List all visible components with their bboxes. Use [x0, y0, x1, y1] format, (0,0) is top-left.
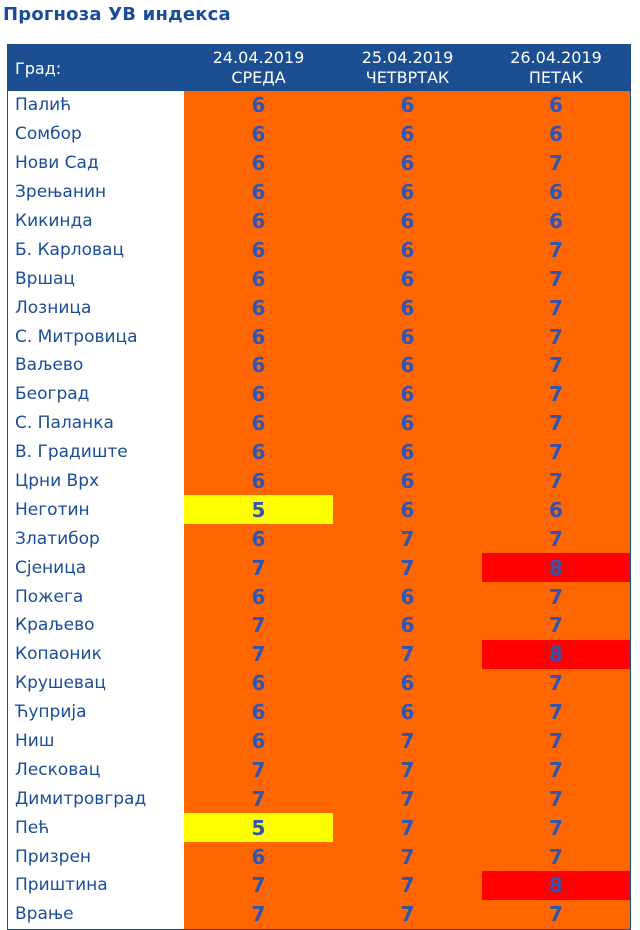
uv-value-cell: 5 — [184, 495, 333, 524]
uv-value-cell: 6 — [333, 438, 482, 467]
city-name: Б. Карловац — [8, 235, 184, 264]
uv-value-cell: 6 — [333, 467, 482, 496]
uv-value-cell: 6 — [333, 698, 482, 727]
uv-value-cell: 7 — [184, 553, 333, 582]
uv-value-cell: 6 — [184, 178, 333, 207]
city-name: С. Паланка — [8, 409, 184, 438]
uv-value-cell: 7 — [333, 553, 482, 582]
page-title: Прогноза УВ индекса — [3, 4, 231, 25]
city-name: Призрен — [8, 842, 184, 871]
table-row — [8, 784, 630, 813]
uv-value-cell: 7 — [333, 871, 482, 900]
table-row — [8, 755, 630, 784]
uv-value-cell: 6 — [184, 293, 333, 322]
city-name: Лозница — [8, 293, 184, 322]
table-row — [8, 495, 630, 524]
city-name: С. Митровица — [8, 322, 184, 351]
uv-value-cell: 6 — [184, 467, 333, 496]
table-row — [8, 698, 630, 727]
uv-value-cell: 7 — [333, 640, 482, 669]
city-name: Ваљево — [8, 351, 184, 380]
city-name: В. Градиште — [8, 438, 184, 467]
uv-value-cell: 6 — [333, 207, 482, 236]
uv-value-cell: 7 — [184, 900, 333, 929]
uv-value-cell: 6 — [184, 438, 333, 467]
day-weekday: ЧЕТВРТАК — [365, 68, 450, 87]
uv-value-cell: 6 — [482, 91, 630, 120]
uv-value-cell: 6 — [184, 120, 333, 149]
uv-value-cell: 6 — [184, 582, 333, 611]
uv-value-cell: 6 — [184, 264, 333, 293]
city-name: Пожега — [8, 582, 184, 611]
uv-value-cell: 7 — [482, 900, 630, 929]
city-name: Црни Врх — [8, 467, 184, 496]
uv-value-cell: 7 — [482, 784, 630, 813]
table-row — [8, 178, 630, 207]
day-column-header — [184, 45, 333, 91]
table-row — [8, 582, 630, 611]
uv-value-cell: 6 — [482, 120, 630, 149]
uv-value-cell: 6 — [184, 727, 333, 756]
uv-value-cell: 7 — [482, 698, 630, 727]
uv-value-cell: 7 — [333, 842, 482, 871]
uv-value-cell: 7 — [184, 640, 333, 669]
day-column-header — [333, 45, 482, 91]
table-row — [8, 900, 630, 929]
city-name: Сомбор — [8, 120, 184, 149]
uv-value-cell: 6 — [333, 380, 482, 409]
city-name: Ћуприја — [8, 698, 184, 727]
table-row — [8, 871, 630, 900]
table-row — [8, 293, 630, 322]
table-header — [8, 45, 630, 91]
uv-value-cell: 6 — [482, 207, 630, 236]
city-name: Неготин — [8, 495, 184, 524]
uv-value-cell: 5 — [184, 813, 333, 842]
uv-value-cell: 7 — [184, 871, 333, 900]
uv-value-cell: 6 — [184, 322, 333, 351]
table-row — [8, 409, 630, 438]
table-row — [8, 553, 630, 582]
table-row — [8, 207, 630, 236]
city-name: Нови Сад — [8, 149, 184, 178]
uv-value-cell: 7 — [482, 669, 630, 698]
city-column-header: Град: — [15, 58, 62, 78]
uv-value-cell: 6 — [333, 611, 482, 640]
uv-value-cell: 6 — [333, 322, 482, 351]
table-row — [8, 640, 630, 669]
uv-value-cell: 6 — [184, 149, 333, 178]
uv-value-cell: 7 — [482, 409, 630, 438]
uv-value-cell: 7 — [482, 467, 630, 496]
table-row — [8, 149, 630, 178]
day-weekday: ПЕТАК — [528, 68, 584, 87]
day-date: 24.04.2019 — [212, 48, 305, 67]
uv-value-cell: 6 — [184, 235, 333, 264]
city-name: Крушевац — [8, 669, 184, 698]
uv-value-cell: 6 — [184, 351, 333, 380]
city-name: Лесковац — [8, 755, 184, 784]
uv-value-cell: 7 — [482, 582, 630, 611]
day-date: 26.04.2019 — [510, 48, 602, 67]
uv-value-cell: 7 — [482, 235, 630, 264]
table-row — [8, 813, 630, 842]
city-name: Златибор — [8, 524, 184, 553]
uv-value-cell: 7 — [482, 264, 630, 293]
city-name: Сјеница — [8, 553, 184, 582]
city-name: Димитровград — [8, 784, 184, 813]
uv-value-cell: 7 — [184, 755, 333, 784]
table-row — [8, 120, 630, 149]
table-row — [8, 524, 630, 553]
uv-value-cell: 7 — [184, 784, 333, 813]
uv-value-cell: 7 — [482, 322, 630, 351]
city-name: Кикинда — [8, 207, 184, 236]
city-name: Краљево — [8, 611, 184, 640]
uv-value-cell: 7 — [333, 727, 482, 756]
city-name: Копаоник — [8, 640, 184, 669]
city-name: Врање — [8, 900, 184, 929]
table-body — [8, 91, 630, 929]
table-row — [8, 842, 630, 871]
uv-value-cell: 7 — [333, 784, 482, 813]
uv-value-cell: 7 — [482, 813, 630, 842]
table-row — [8, 91, 630, 120]
uv-value-cell: 6 — [333, 495, 482, 524]
uv-value-cell: 6 — [184, 91, 333, 120]
uv-value-cell: 6 — [333, 178, 482, 207]
uv-value-cell: 6 — [333, 264, 482, 293]
uv-value-cell: 6 — [333, 120, 482, 149]
table-row — [8, 235, 630, 264]
uv-value-cell: 6 — [333, 582, 482, 611]
table-row — [8, 380, 630, 409]
city-name: Приштина — [8, 871, 184, 900]
city-name: Зрењанин — [8, 178, 184, 207]
table-row — [8, 438, 630, 467]
table-row — [8, 322, 630, 351]
city-name: Палић — [8, 91, 184, 120]
uv-value-cell: 7 — [482, 842, 630, 871]
uv-value-cell: 6 — [333, 293, 482, 322]
uv-value-cell: 7 — [482, 755, 630, 784]
city-name: Београд — [8, 380, 184, 409]
uv-value-cell: 7 — [482, 727, 630, 756]
uv-forecast-table — [7, 44, 631, 930]
city-name: Пећ — [8, 813, 184, 842]
uv-value-cell: 6 — [333, 235, 482, 264]
uv-value-cell: 6 — [184, 380, 333, 409]
uv-value-cell: 7 — [333, 524, 482, 553]
table-row — [8, 351, 630, 380]
day-weekday: СРЕДА — [231, 68, 286, 87]
day-column-header — [482, 45, 630, 91]
uv-value-cell: 7 — [333, 900, 482, 929]
uv-value-cell: 6 — [333, 669, 482, 698]
uv-value-cell: 7 — [482, 351, 630, 380]
uv-value-cell: 6 — [184, 669, 333, 698]
uv-value-cell: 7 — [333, 813, 482, 842]
uv-value-cell: 6 — [333, 409, 482, 438]
uv-value-cell: 7 — [333, 755, 482, 784]
uv-value-cell: 8 — [482, 871, 630, 900]
uv-value-cell: 6 — [184, 409, 333, 438]
uv-value-cell: 7 — [482, 293, 630, 322]
table-row — [8, 264, 630, 293]
uv-value-cell: 8 — [482, 640, 630, 669]
uv-value-cell: 6 — [184, 842, 333, 871]
uv-value-cell: 6 — [184, 698, 333, 727]
city-name: Ниш — [8, 727, 184, 756]
uv-value-cell: 7 — [482, 524, 630, 553]
uv-value-cell: 7 — [482, 438, 630, 467]
day-date: 25.04.2019 — [361, 48, 454, 67]
uv-value-cell: 6 — [184, 207, 333, 236]
table-row — [8, 467, 630, 496]
uv-value-cell: 7 — [184, 611, 333, 640]
uv-value-cell: 8 — [482, 553, 630, 582]
city-name: Вршац — [8, 264, 184, 293]
uv-value-cell: 7 — [482, 149, 630, 178]
table-row — [8, 669, 630, 698]
uv-value-cell: 6 — [482, 178, 630, 207]
uv-value-cell: 6 — [333, 149, 482, 178]
uv-value-cell: 7 — [482, 611, 630, 640]
uv-value-cell: 7 — [482, 380, 630, 409]
uv-value-cell: 6 — [482, 495, 630, 524]
table-row — [8, 727, 630, 756]
uv-value-cell: 6 — [184, 524, 333, 553]
table-row — [8, 611, 630, 640]
uv-value-cell: 6 — [333, 91, 482, 120]
uv-value-cell: 6 — [333, 351, 482, 380]
